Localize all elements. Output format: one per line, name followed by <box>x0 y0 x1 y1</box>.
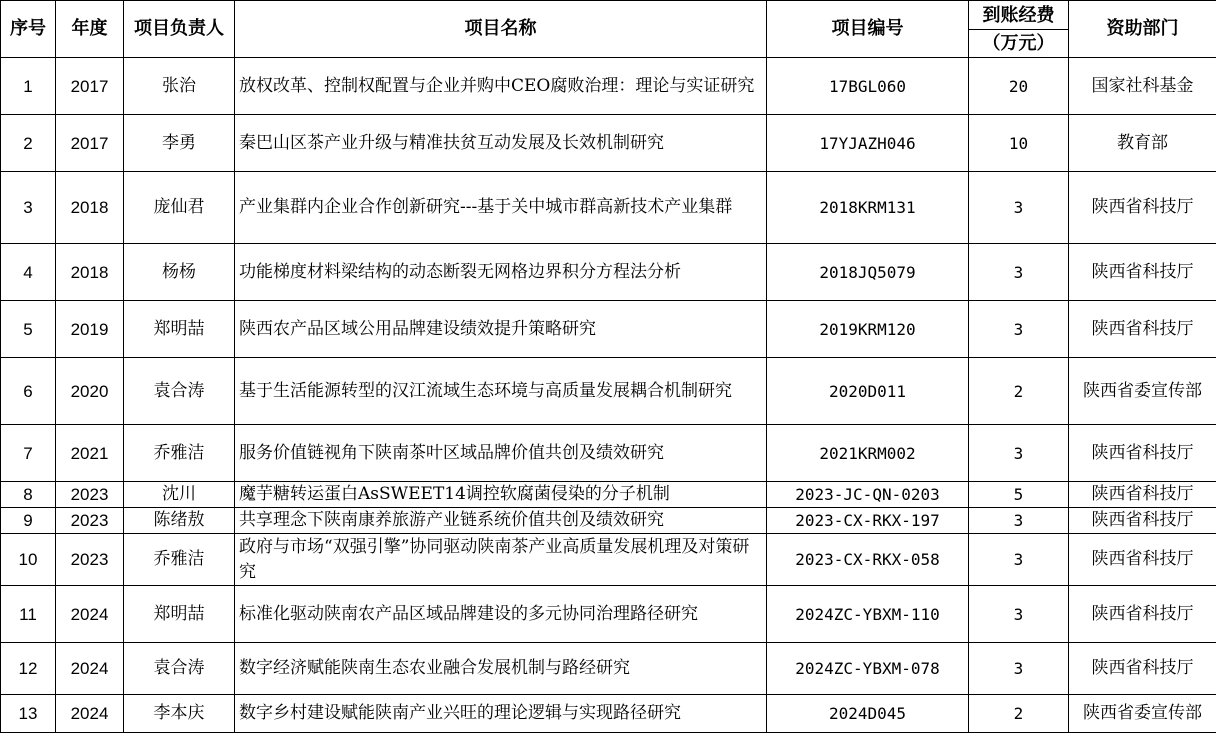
cell-leader: 陈绪敖 <box>124 508 235 534</box>
cell-name: 秦巴山区茶产业升级与精准扶贫互动发展及长效机制研究 <box>235 115 767 172</box>
cell-amount: 3 <box>969 425 1069 482</box>
cell-dept: 陕西省委宣传部 <box>1069 358 1216 425</box>
table-row <box>1 358 1216 425</box>
cell-amount: 2 <box>969 358 1069 425</box>
cell-name: 服务价值链视角下陕南茶叶区域品牌价值共创及绩效研究 <box>235 425 767 482</box>
cell-name: 数字乡村建设赋能陕南产业兴旺的理论逻辑与实现路径研究 <box>235 695 767 733</box>
cell-year: 2024 <box>56 695 124 733</box>
cell-amount: 3 <box>969 301 1069 358</box>
cell-dept: 陕西省委宣传部 <box>1069 695 1216 733</box>
table-row <box>1 244 1216 301</box>
header-idx: 序号 <box>1 1 56 58</box>
cell-dept: 陕西省科技厅 <box>1069 482 1216 508</box>
cell-name: 标准化驱动陕南农产品区域品牌建设的多元协同治理路径研究 <box>235 586 767 643</box>
cell-year: 2018 <box>56 244 124 301</box>
cell-name: 放权改革、控制权配置与企业并购中CEO腐败治理：理论与实证研究 <box>235 58 767 115</box>
cell-code: 2018JQ5079 <box>767 244 969 301</box>
cell-code: 2020D011 <box>767 358 969 425</box>
cell-name: 基于生活能源转型的汉江流域生态环境与高质量发展耦合机制研究 <box>235 358 767 425</box>
cell-code: 2024ZC-YBXM-110 <box>767 586 969 643</box>
cell-idx: 13 <box>1 695 56 733</box>
table-row <box>1 534 1216 586</box>
cell-amount: 10 <box>969 115 1069 172</box>
cell-name: 共享理念下陕南康养旅游产业链系统价值共创及绩效研究 <box>235 508 767 534</box>
cell-idx: 10 <box>1 534 56 586</box>
cell-name: 政府与市场“双强引擎”协同驱动陕南茶产业高质量发展机理及对策研究 <box>235 534 767 586</box>
cell-amount: 3 <box>969 172 1069 244</box>
cell-leader: 郑明喆 <box>124 301 235 358</box>
cell-leader: 庞仙君 <box>124 172 235 244</box>
cell-idx: 7 <box>1 425 56 482</box>
cell-year: 2020 <box>56 358 124 425</box>
table-row <box>1 115 1216 172</box>
cell-name: 陕西农产品区域公用品牌建设绩效提升策略研究 <box>235 301 767 358</box>
cell-year: 2023 <box>56 508 124 534</box>
cell-amount: 5 <box>969 482 1069 508</box>
cell-code: 2023-JC-QN-0203 <box>767 482 969 508</box>
table-row <box>1 301 1216 358</box>
cell-idx: 11 <box>1 586 56 643</box>
cell-amount: 3 <box>969 643 1069 695</box>
cell-leader: 杨杨 <box>124 244 235 301</box>
cell-idx: 2 <box>1 115 56 172</box>
cell-name: 功能梯度材料梁结构的动态断裂无网格边界积分方程法分析 <box>235 244 767 301</box>
cell-dept: 陕西省科技厅 <box>1069 244 1216 301</box>
cell-code: 2023-CX-RKX-058 <box>767 534 969 586</box>
cell-dept: 陕西省科技厅 <box>1069 586 1216 643</box>
cell-amount: 3 <box>969 534 1069 586</box>
header-dept: 资助部门 <box>1069 1 1216 58</box>
cell-amount: 20 <box>969 58 1069 115</box>
cell-amount: 3 <box>969 244 1069 301</box>
table-row <box>1 695 1216 733</box>
cell-leader: 袁合涛 <box>124 643 235 695</box>
cell-year: 2024 <box>56 643 124 695</box>
cell-code: 2023-CX-RKX-197 <box>767 508 969 534</box>
cell-year: 2023 <box>56 482 124 508</box>
cell-name: 数字经济赋能陕南生态农业融合发展机制与路经研究 <box>235 643 767 695</box>
table-row <box>1 643 1216 695</box>
cell-year: 2018 <box>56 172 124 244</box>
cell-idx: 3 <box>1 172 56 244</box>
cell-leader: 袁合涛 <box>124 358 235 425</box>
header-fee-top: 到账经费 <box>973 2 1064 29</box>
cell-leader: 郑明喆 <box>124 586 235 643</box>
cell-leader: 李本庆 <box>124 695 235 733</box>
cell-amount: 3 <box>969 586 1069 643</box>
cell-idx: 8 <box>1 482 56 508</box>
table-body <box>1 58 1216 733</box>
cell-dept: 国家社科基金 <box>1069 58 1216 115</box>
header-code: 项目编号 <box>767 1 969 58</box>
cell-amount: 2 <box>969 695 1069 733</box>
cell-dept: 陕西省科技厅 <box>1069 301 1216 358</box>
cell-code: 17BGL060 <box>767 58 969 115</box>
cell-name: 魔芋糖转运蛋白AsSWEET14调控软腐菌侵染的分子机制 <box>235 482 767 508</box>
cell-year: 2021 <box>56 425 124 482</box>
table-row <box>1 482 1216 508</box>
table-row <box>1 425 1216 482</box>
cell-name: 产业集群内企业合作创新研究---基于关中城市群高新技术产业集群 <box>235 172 767 244</box>
cell-dept: 陕西省科技厅 <box>1069 172 1216 244</box>
cell-leader: 沈川 <box>124 482 235 508</box>
cell-leader: 乔雅洁 <box>124 425 235 482</box>
cell-idx: 6 <box>1 358 56 425</box>
table-row <box>1 586 1216 643</box>
cell-dept: 陕西省科技厅 <box>1069 508 1216 534</box>
header-fee <box>969 1 1069 58</box>
cell-year: 2023 <box>56 534 124 586</box>
table-row <box>1 58 1216 115</box>
cell-year: 2017 <box>56 115 124 172</box>
cell-dept: 教育部 <box>1069 115 1216 172</box>
header-leader: 项目负责人 <box>124 1 235 58</box>
cell-code: 2024ZC-YBXM-078 <box>767 643 969 695</box>
cell-idx: 4 <box>1 244 56 301</box>
cell-leader: 张治 <box>124 58 235 115</box>
header-fee-bottom: （万元） <box>969 29 1068 57</box>
header-year: 年度 <box>56 1 124 58</box>
cell-idx: 12 <box>1 643 56 695</box>
cell-dept: 陕西省科技厅 <box>1069 643 1216 695</box>
cell-code: 17YJAZH046 <box>767 115 969 172</box>
cell-code: 2018KRM131 <box>767 172 969 244</box>
cell-year: 2017 <box>56 58 124 115</box>
table-row <box>1 172 1216 244</box>
cell-idx: 5 <box>1 301 56 358</box>
cell-idx: 1 <box>1 58 56 115</box>
cell-code: 2019KRM120 <box>767 301 969 358</box>
cell-dept: 陕西省科技厅 <box>1069 534 1216 586</box>
cell-leader: 李勇 <box>124 115 235 172</box>
cell-year: 2024 <box>56 586 124 643</box>
header-row <box>1 1 1216 58</box>
cell-code: 2024D045 <box>767 695 969 733</box>
cell-dept: 陕西省科技厅 <box>1069 425 1216 482</box>
table-row <box>1 508 1216 534</box>
cell-code: 2021KRM002 <box>767 425 969 482</box>
cell-amount: 3 <box>969 508 1069 534</box>
cell-leader: 乔雅洁 <box>124 534 235 586</box>
cell-year: 2019 <box>56 301 124 358</box>
cell-idx: 9 <box>1 508 56 534</box>
header-name: 项目名称 <box>235 1 767 58</box>
